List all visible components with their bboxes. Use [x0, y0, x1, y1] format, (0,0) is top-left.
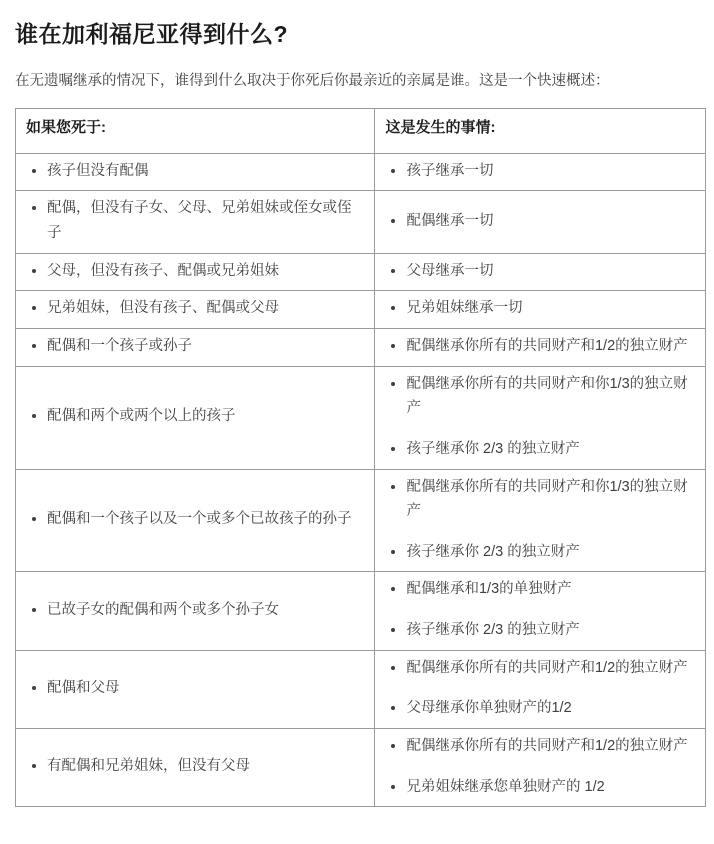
outcome-cell: [375, 729, 706, 807]
outcome-cell: [375, 253, 706, 291]
outcome-cell: [375, 191, 706, 253]
outcome-list: [385, 734, 695, 799]
cause-list: [26, 507, 364, 532]
outcome-list: [385, 577, 695, 642]
column-header-if: 如果您死于:: [16, 108, 375, 153]
table-row: [16, 650, 706, 728]
cause-cell: [16, 328, 375, 366]
cause-cell: [16, 291, 375, 329]
table-row: [16, 469, 706, 572]
cause-list: [26, 334, 364, 359]
outcome-list: [385, 372, 695, 462]
column-header-then: 这是发生的事情:: [375, 108, 706, 153]
outcome-item: • 配偶继承你所有的共同财产和你1/3的独立财产: [406, 372, 695, 421]
cause-item: • 配偶和一个孩子以及一个或多个已故孩子的孙子: [47, 507, 364, 532]
outcome-item: • 孩子继承你 2/3 的独立财产: [406, 540, 695, 565]
cause-item: • 配偶和两个或两个以上的孩子: [47, 404, 364, 429]
cause-list: [26, 296, 364, 321]
outcome-item: • 配偶继承一切: [406, 209, 695, 234]
page-title: 谁在加利福尼亚得到什么?: [15, 21, 289, 47]
cause-item: • 有配偶和兄弟姐妹，但没有父母: [47, 754, 364, 779]
outcome-cell: [375, 469, 706, 572]
outcome-cell: [375, 328, 706, 366]
outcome-cell: [375, 650, 706, 728]
cause-cell: [16, 191, 375, 253]
outcome-cell: [375, 366, 706, 469]
cause-item: • 孩子但没有配偶: [47, 159, 364, 184]
cause-list: [26, 404, 364, 429]
table-row: [16, 328, 706, 366]
outcome-item: • 配偶继承你所有的共同财产和1/2的独立财产: [406, 334, 695, 359]
cause-item: • 父母，但没有孩子、配偶或兄弟姐妹: [47, 259, 364, 284]
cause-list: [26, 754, 364, 779]
cause-item: • 已故子女的配偶和两个或多个孙子女: [47, 598, 364, 623]
table-row: [16, 153, 706, 191]
table-header-row: [16, 108, 706, 153]
cause-cell: [16, 469, 375, 572]
cause-cell: [16, 572, 375, 650]
outcome-list: [385, 334, 695, 359]
cause-cell: [16, 153, 375, 191]
outcome-item: • 配偶继承你所有的共同财产和1/2的独立财产: [406, 656, 695, 681]
outcome-list: [385, 159, 695, 184]
outcome-item: • 父母继承一切: [406, 259, 695, 284]
outcome-item: • 兄弟姐妹继承您单独财产的 1/2: [406, 775, 695, 800]
outcome-list: [385, 296, 695, 321]
cause-cell: [16, 650, 375, 728]
cause-list: [26, 159, 364, 184]
outcome-list: [385, 259, 695, 284]
outcome-item: • 配偶继承和1/3的单独财产: [406, 577, 695, 602]
cause-item: • 兄弟姐妹，但没有孩子、配偶或父母: [47, 296, 364, 321]
cause-cell: [16, 366, 375, 469]
outcome-item: • 孩子继承一切: [406, 159, 695, 184]
cause-item: • 配偶和父母: [47, 676, 364, 701]
cause-list: [26, 196, 364, 245]
cause-list: [26, 259, 364, 284]
table-row: [16, 253, 706, 291]
cause-item: • 配偶和一个孩子或孙子: [47, 334, 364, 359]
cause-cell: [16, 729, 375, 807]
outcome-item: • 配偶继承你所有的共同财产和你1/3的独立财产: [406, 475, 695, 524]
outcome-list: [385, 475, 695, 565]
cause-cell: [16, 253, 375, 291]
outcome-item: • 孩子继承你 2/3 的独立财产: [406, 618, 695, 643]
table-row: [16, 291, 706, 329]
outcome-item: • 兄弟姐妹继承一切: [406, 296, 695, 321]
table-row: [16, 572, 706, 650]
table-row: [16, 366, 706, 469]
inheritance-table: [15, 108, 706, 808]
outcome-cell: [375, 153, 706, 191]
outcome-item: • 父母继承你单独财产的1/2: [406, 696, 695, 721]
outcome-cell: [375, 572, 706, 650]
outcome-item: • 配偶继承你所有的共同财产和1/2的独立财产: [406, 734, 695, 759]
intro-text: 在无遗嘱继承的情况下，谁得到什么取决于你死后你最亲近的亲属是谁。这是一个快速概述：: [15, 73, 610, 89]
cause-list: [26, 676, 364, 701]
cause-list: [26, 598, 364, 623]
outcome-item: • 孩子继承你 2/3 的独立财产: [406, 437, 695, 462]
cause-item: • 配偶，但没有子女、父母、兄弟姐妹或侄女或侄子: [47, 196, 364, 245]
outcome-list: [385, 656, 695, 721]
outcome-list: [385, 209, 695, 234]
outcome-cell: [375, 291, 706, 329]
table-row: [16, 729, 706, 807]
table-row: [16, 191, 706, 253]
